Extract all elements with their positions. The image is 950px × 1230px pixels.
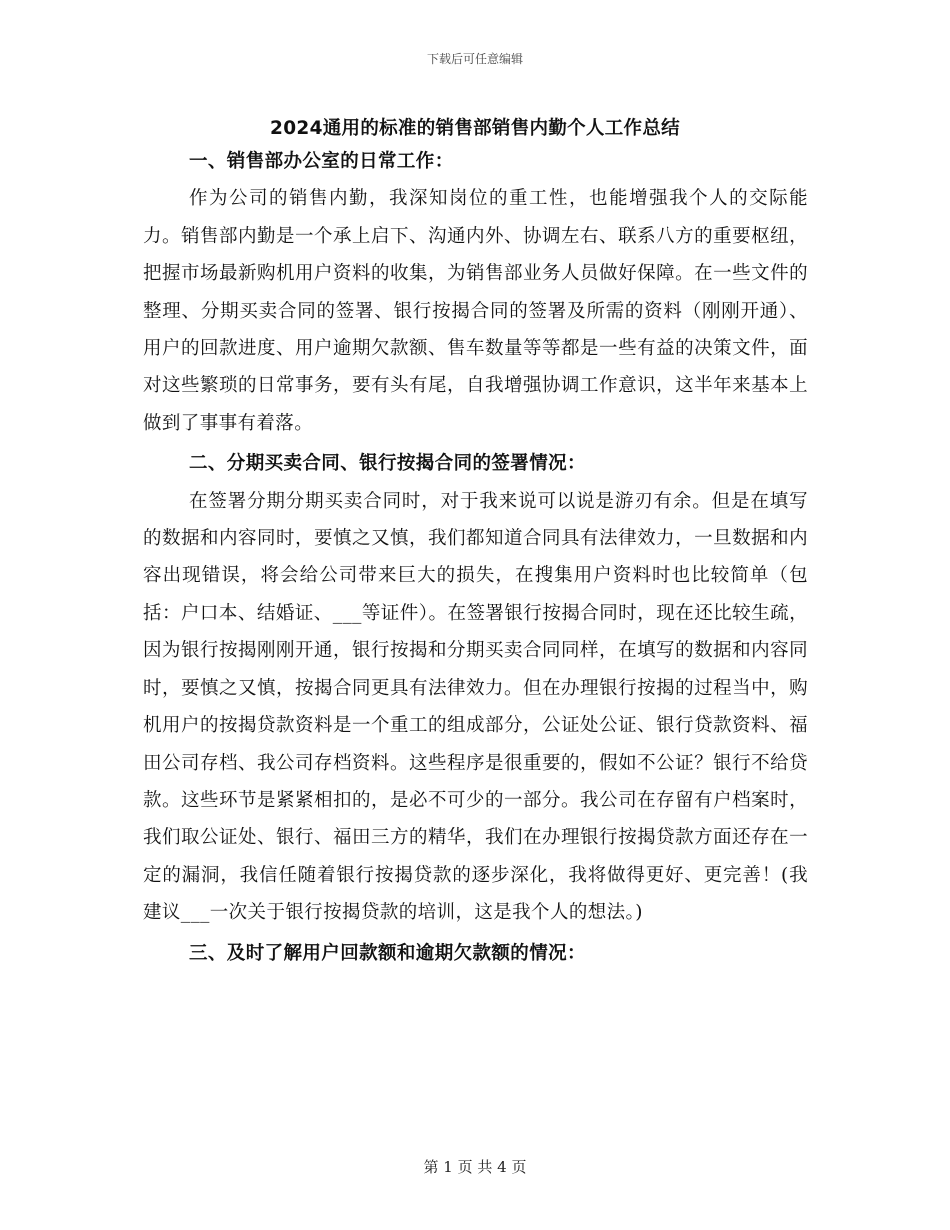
page-number: 第 1 页 共 4 页 bbox=[423, 1158, 527, 1176]
section-1-paragraph: 作为公司的销售内勤，我深知岗位的重工性，也能增强我个人的交际能力。销售部内勤是一个承上启下、沟通内外、协调左右、联系八方的重要枢纽，把握市场最新购机用户资料的收集，为销售部业务人员做好保障。在一些文件的整理、分期买卖合同的签署、银行按揭合同的签署及所需的资料（刚刚开通）、用户的回款进度、用户逾期欠款额、售车数量等等都是一些有益的决策文件，面对这些繁琐的日常事务，要有头有尾，自我增强协调工作意识，这半年来基本上做到了事事有着落。 bbox=[143, 188, 808, 434]
document-body bbox=[143, 143, 808, 972]
page-header-note: 下载后可任意编辑 bbox=[426, 52, 523, 66]
section-1-heading: 一、销售部办公室的日常工作： bbox=[189, 151, 454, 172]
section-2-heading: 二、分期买卖合同、银行按揭合同的签署情况： bbox=[189, 453, 586, 475]
section-2-paragraph: 在签署分期分期买卖合同时，对于我来说可以说是游刃有余。但是在填写的数据和内容同时，要慎之又慎，我们都知道合同具有法律效力，一旦数据和内容出现错误，将会给公司带来巨大的损失，在搜集用户资料时也比较简单（包括：户口本、结婚证、___等证件）。在签署银行按揭合同时，现在还比较生疏，因为银行按揭刚刚开通，银行按揭和分期买卖合同同样，在填写的数据和内容同时，要慎之又慎，按揭合同更具有法律效力。但在办理银行按揭的过程当中，购机用户的按揭贷款资料是一个重工的组成部分，公证处公证、银行贷款资料、福田公司存档、我公司存档资料。这些程序是很重要的，假如不公证？银行不给贷款。这些环节是紧紧相扣的，是必不可少的一部分。我公司在存留有户档案时，我们取公证处、银行、福田三方的精华，我们在办理银行按揭贷款方面还存在一定的漏洞，我信任随着银行按揭贷款的逐步深化，我将做得更好、更完善！(我建议___一次关于银行按揭贷款的培训，这是我个人的想法。) bbox=[143, 490, 808, 924]
section-3-heading: 三、及时了解用户回款额和逾期欠款额的情况： bbox=[189, 942, 586, 964]
document-title: 2024通用的标准的销售部销售内勤个人工作总结 bbox=[270, 118, 680, 139]
